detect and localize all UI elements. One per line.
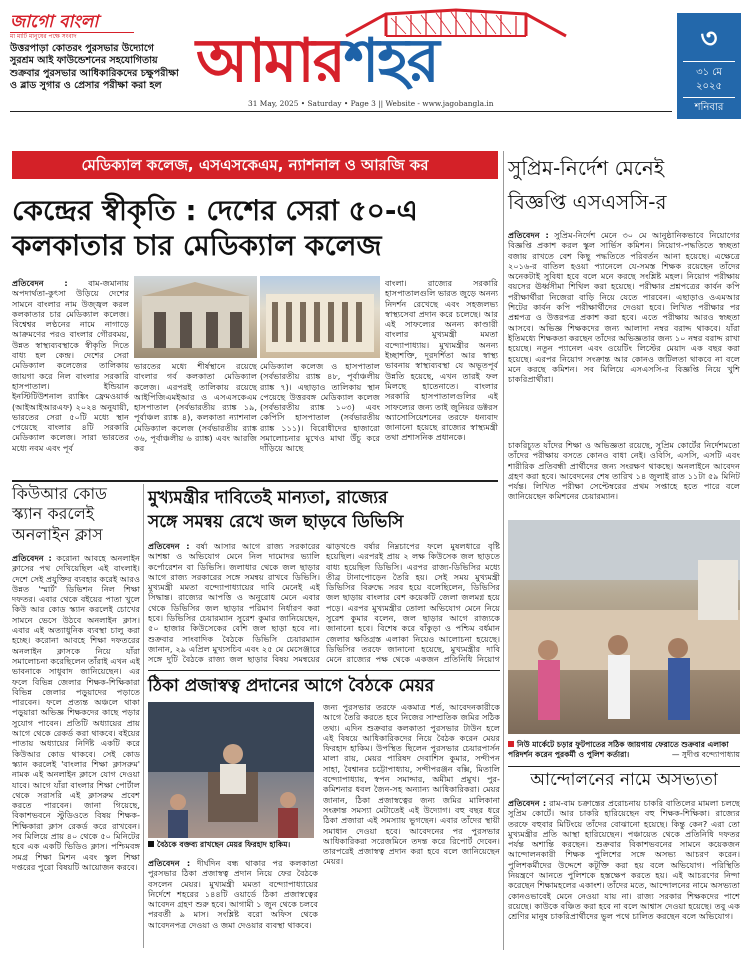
dvc-column-2: ঝাড়খণ্ডে বর্ষার নিম্নচাপের ফলে মুষলধারে বৃষ্টি হয়েছিল। এরপরই প্রায় ২ লক্ষ কিউসেক জল ছাড়তে বাধ্য হয়েছিল ডিভিসি। এরপর রাজ্য-ডিভিসির মধ্যে তীব্র টানাপোড়েন তৈরি হয়। সেই সময় মুখ্যমন্ত্রী ডিভিসির বিরুদ্ধে সরব হয়ে বলেছিলেন, ডিভিসির জল ছাড়ায় বাংলার বেশ কয়েকটি জেলা জলমগ্ন হয়ে পড়ে। এরপর মুখ্যমন্ত্রীর তোলা অভিযোগ মেনে নিয়ে সুরেশ কুমার বলেন, জল ছাড়ার আগে রাজ্যকে জানানো হবে। বিশেষ করে বাঁকুড়া ও পশ্চিম বর্ধমান জেলার ক্ষতিগ্রস্ত এলাকা নিয়েও আলোচনা হয়েছে। ডিভিসির তরফে জানানো হয়েছে, মুখ্যমন্ত্রীর দাবি মেনে রাজ্যের পক্ষ থেকে একজন প্রতিনিধি নিয়োগ xyxy=(326,541,500,665)
mayor-meeting-photo xyxy=(148,702,314,838)
sister-tagline: মা মাটি মানুষের পক্ষে সংবাদ xyxy=(10,32,134,41)
issue-year: ২০২৫ xyxy=(696,81,722,92)
issue-weekday: শনিবার xyxy=(694,102,724,113)
jagobangla-logo xyxy=(10,12,134,41)
building-icon xyxy=(260,276,380,358)
qr-headline-line2: স্ক্যান করলেই xyxy=(12,504,95,523)
byline: প্রতিবেদন : xyxy=(148,541,190,551)
mayor-photo-caption: বৈঠকে বক্তব্য রাখছেন মেয়র ফিরহাদ হাকিম। xyxy=(148,840,318,850)
dvc-headline-line2: সঙ্গে সমন্বয় রেখে জল ছাড়বে ডিভিসি xyxy=(148,512,404,532)
qr-headline-line1: কিউআর কোড xyxy=(12,484,107,503)
column-divider xyxy=(143,484,144,948)
tender-column-2: জন্য পুরসভার তরফে একমাত্র শর্ত, আবেদনকারীকে আগে তৈরি করতে হবে নিজের সাম্প্রতিক জমির সঠিক তথ্য। এদিন শুক্রবার কলকাতা পুরসভার টাউন হলে এই বিষয়ে আধিকারিকদের নিয়ে বৈঠক করেন মেয়র ফিরহাদ হাকিম। উপস্থিত ছিলেন পুরসভার চেয়ারপার্সন মালা রায়, মেয়র পারিষদ দেবাশিস কুমার, সন্দীপন সাহা, বৈশ্বানর চট্টোপাধ্যায়, সন্দীপরঞ্জন বক্সি, মিতালি বন্দ্যোপাধ্যায়, স্বপন সমাদ্দার, অমীমা প্রমুখ। পুর-কমিশনার ধবল জৈন-সহ অন্যান্য আধিকারিকরা। মেয়র জানান, ঠিকা প্রজাস্বত্বের জন্য জমির মালিকানা সংক্রান্ত সমস্যা মেটাতেই এই উদ্যোগ। বহু বছর ধরে ঠিকা প্রজারা এই সমস্যায় ভুগছেন। এবার তাঁদের স্থায়ী সমাধান দেওয়া হবে। আবেদনের পর পুরসভার আধিকারিকরা সরেজমিনে তদন্ত করে রিপোর্ট দেবেন। তারপরেই প্রজাস্বত্ব প্রদান করা হবে বলে জানিয়েছেন মেয়র। xyxy=(323,702,500,867)
new-market-photo xyxy=(508,520,740,734)
ssc-headline-line2: বিজ্ঞপ্তি এসএসসি-র xyxy=(508,190,667,214)
building-icon xyxy=(134,276,257,358)
ssc-bottom-rule xyxy=(508,766,740,767)
ssc-body-2: চাকরিচ্যুত যাঁদের শিক্ষা ও অভিজ্ঞতা রয়েছে, সুপ্রিম কোর্টের নির্দেশমতো তাঁদের পরীক্ষায় বসতে কোনও বাধা নেই। ওবিসি, এসসি, এসটি এবং শারীরিক প্রতিবন্ধী প্রার্থীদের জন্য সংরক্ষণ থাকছে। অনলাইনে আবেদন গ্রহণ করা হবে। আবেদনের শেষ তারিখ ১৪ জুলাই রাত ১১টা ৫৯ মিনিট পর্যন্ত। লিখিত পরীক্ষা সেপ্টেম্বরের প্রথম সপ্তাহে হতে পারে বলে জানিয়েছেন কমিশনের চেয়ারম্যান। xyxy=(508,440,740,502)
dateline: 31 May, 2025 • Saturday • Page 3 || Website - www.jagobangla.in xyxy=(248,99,494,108)
ssc-headline-line1: সুপ্রিম-নির্দেশ মেনেই xyxy=(508,156,665,180)
dvc-headline-line1: মুখ্যমন্ত্রীর দাবিতেই মান্যতা, রাজ্যের xyxy=(148,488,388,508)
lead-kicker: মেডিক্যাল কলেজ, এসএসকেএম, ন্যাশনাল ও আরজি কর xyxy=(81,156,429,174)
dvc-column-1: প্রতিবেদন : বর্ষা আসার আগে রাজ্য সরকারের আশঙ্কা ও অভিযোগ মেনে নিল দামোদর ভ্যালি কর্পোরেশন বা ডিভিসি। জলাধার থেকে জল ছাড়ার আগে রাজ্য সরকারের সঙ্গে সমন্বয় রাখবে ডিভিসি। মুখ্যমন্ত্রী মমতা বন্দ্যোপাধ্যায়ের দাবি মেনেই এই সিদ্ধান্ত। রাজ্যের আপত্তি ও অনুরোধ মেনে এবার থেকে ডিভিসির জল ছাড়ার পরিমাণ নির্ধারণ করা হবে। ডিভিসির চেয়ারম্যান সুরেশ কুমার জানিয়েছেন, ৫০ হাজার কিউসেকের বেশি জল ছাড়া হবে না। শুক্রবার সাংবাদিক বৈঠকে ডিভিসি চেয়ারম্যান জানান, ২৯ এপ্রিল মুখ্যসচিব এবং ২৫ মে মেসেঞ্জারে সঙ্গে দুটি বৈঠকে রাজ্য জল ছাড়ার বিষয় সমন্বয়ের xyxy=(148,541,320,665)
title-shohor: শহর xyxy=(343,26,438,96)
lead-column-3: মেডিক্যাল কলেজ ও হাসপাতাল (সর্বভারতীয় র‍্যাঙ্ক ৪৮, পূর্বাঞ্চলীয় র‍্যাঙ্ক ৭)। এছাড়াও তালিকায় স্থান পেয়েছে উত্তরবঙ্গ মেডিক্যাল কলেজ (সর্বভারতীয় র‍্যাঙ্ক ১০৩) এবং কেপিসি হাসপাতাল (সর্বভারতীয় র‍্যাঙ্ক ১১১)। বিরোধীদের হাজারো সমালোচনার মুখেও মাথা উঁচু করে দাঁড়িয়ে আছে xyxy=(260,361,380,454)
market-icon xyxy=(508,520,740,734)
page-number-box xyxy=(677,13,741,119)
qr-body: প্রতিবেদন : করোনা আবহে অনলাইন ক্লাসের পথ দেখিয়েছিল এই বাংলাই। দেশে সেই প্রযুক্তির ব্যবহার করেই আরও উন্নত 'স্মার্ট' ডিভিশন নিল শিক্ষা দফতর। এবার থেকে বইয়ের পাতা খুলে কিউ আর কোড স্ক্যান করলেই চোখের সামনে ভেসে উঠবে অনলাইন ক্লাস। এবার এই অত্যাধুনিক ব্যবস্থা চালু করা হচ্ছে। করোনা আবহে শিক্ষা দফতরের অনলাইন ক্লাসকে নিয়ে যাঁরা সমালোচনা করেছিলেন তাঁরাই এখন এই ভাবনাকে সাধুবাদ জানিয়েছেন। এর ফলে বিভিন্ন জেলার শিক্ষক-শিক্ষিকারা বিভিন্ন জেলার পড়ুয়াদের পড়াতে পারবেন। ফলে প্রত্যন্ত অঞ্চলে থাকা পড়ুয়ারা অভিজ্ঞ শিক্ষকদের কাছে পড়ার সুযোগ পাবেন। প্রতিটি অধ্যায়ের প্রায় আগে থেকে রেকর্ড করা থাকবে। বইয়ের পাতায় অধ্যায়ের নির্দিষ্ট একটি করে কিউআর কোড থাকবে। সেই কোড স্ক্যান করলেই 'বাংলার শিক্ষা ক্লাসরুম' নামক এই অনলাইন ক্লাসে যোগ দেওয়া যাবে। আগে যাঁরা বাংলার শিক্ষা পোর্টাল থেকে সরাসরি এই ক্লাসরুম প্রবেশ করতে পারবেন। জানা গিয়েছে, বিকাশভবনে স্টুডিওতে বিষয় শিক্ষক-শিক্ষিকারা ক্লাস রেকর্ড করে রাখবেন। সব মিলিয়ে প্রায় ৪০ থেকে ৫০ মিনিটের হবে এক একটি ভিডিও ক্লাস। পশ্চিমবঙ্গ সমগ্র শিক্ষা মিশন এবং স্কুল শিক্ষা দপ্তরের পুরো বিষয়টি আয়োজন করবে। xyxy=(12,553,140,872)
lead-headline-line1: কেন্দ্রের স্বীকৃতি : দেশের সেরা ৫০-এ xyxy=(12,194,418,227)
qr-headline-line3: অনলাইন ক্লাস xyxy=(12,525,103,544)
ssc-body: প্রতিবেদন : সুপ্রিম-নির্দেশ মেনে ৩০ মে আনুষ্ঠানিকভাবে নিয়োগের বিজ্ঞপ্তি প্রকাশ করল স্কুল সার্ভিস কমিশন। নিয়োগ-পদ্ধতিতে স্বচ্ছতা বজায় রাখতে বেশ কিছু পদ্ধতিতে পরিবর্তন আনা হয়েছে। এক্ষেত্রে ২০১৬-র বাতিল হওয়া প্যানেলে যে-সমস্ত শিক্ষক রয়েছেন তাঁদের অনেকটাই সুবিধা হবে বলে মনে করছে সংশ্লিষ্ট মহল। নিয়োগ পরীক্ষায় বয়সের ঊর্ধ্বসীমা শিথিল করা হয়েছে। পরীক্ষার প্রশ্নপত্রের কার্বন কপি পরীক্ষার্থীরা নিজেরা বাড়ি নিয়ে যেতে পারবেন। এছাড়াও ওএমআর শিটের কার্বন কপি পরীক্ষার্থীদের দেওয়া হবে। লিখিত পরীক্ষার পর প্রশ্নপত্র ও উত্তরপত্র প্রকাশ করা হবে। এতে পরীক্ষায় আরও স্বচ্ছতা আসবে। অভিজ্ঞ শিক্ষকদের জন্য আলাদা নম্বর বরাদ্দ থাকবে। যাঁরা ইতিমধ্যে শিক্ষকতা করছেন তাঁদের অভিজ্ঞতার জন্য ১০ নম্বর বরাদ্দ রাখা হয়েছে। নতুন প্যানেল এবং ওয়েটিং লিস্টের মেয়াদ এক বছর করা হয়েছে। এরপর নিয়োগ সংক্রান্ত আর কোনও জটিলতা থাকবে না বলে মনে করছে কমিশন। সব মিলিয়ে এসএসসি-র বিজ্ঞপ্তি নিয়ে খুশি চাকরিপ্রার্থীরা। xyxy=(508,230,740,385)
byline: প্রতিবেদন : xyxy=(12,278,68,288)
sister-logo-text: জাগো বাংলা xyxy=(10,12,99,32)
byline: প্রতিবেদন : xyxy=(148,858,191,868)
masthead-title xyxy=(196,28,646,94)
meeting-icon xyxy=(148,702,314,838)
photo-credit: — সুদীপ্ত বন্দ্যোপাধ্যায় xyxy=(671,750,740,759)
main-column-divider xyxy=(503,151,504,950)
title-amar: আমার xyxy=(196,26,344,96)
byline: প্রতিবেদন : xyxy=(12,553,52,563)
tender-column-1: প্রতিবেদন : দীর্ঘদিন বন্ধ থাকার পর কলকাতা পুরসভার ঠিকা প্রজাস্বত্ব প্রদান নিয়ে ফের বৈঠকে বসলেন মেয়র। মুখ্যমন্ত্রী মমতা বন্দ্যোপাধ্যায়ের নির্দেশে শহরের ১৪৪টি ওয়ার্ডে ঠিকা প্রজাস্বত্বের আবেদন গ্রহণ শুরু হবে। আগামী ১ জুন থেকে চলবে পরবর্তী ৯ মাস। সংশ্লিষ্ট বরো অফিস থেকে আবেদনপত্র দেওয়া ও জমা দেওয়ার ব্যবস্থা থাকবে। xyxy=(148,858,318,930)
page-number: ৩ xyxy=(700,24,718,54)
lead-column-2: ভারতের মধ্যে শীর্ষস্থানে রয়েছে বাংলার গর্ব কলকাতা মেডিক্যাল কলেজ। এরপরই তালিকায় রয়েছে আইপিজিএমইআর ও এসএসকেএম হাসপাতাল (সর্বভারতীয় র‍্যাঙ্ক ১৯, পূর্বাঞ্চল র‍্যাঙ্ক ৪), কলকাতা ন্যাশনাল মেডিক্যাল কলেজ (সর্বভারতীয় র‍্যাঙ্ক ৩৬, পূর্বাঞ্চলীয় ৬ র‍্যাঙ্ক) এবং আরজি কর xyxy=(134,361,257,454)
issue-date: ৩১ মে xyxy=(696,67,722,78)
dvc-bottom-rule xyxy=(148,670,500,671)
tender-headline: ঠিকা প্রজাস্বত্ব প্রদানের আগে বৈঠকে মেয়র xyxy=(148,676,435,696)
masthead-rule xyxy=(10,111,672,112)
promo-text: উত্তরপাড়া কোতরং পুরসভার উদ্যোগে সুরশ্রম আই ফাউন্ডেশনের সহযোগিতায় শুক্রবার পুরসভার আধিকারিকদের চক্ষুপরীক্ষা ও ব্লাড সুগার ও প্রেসার পরীক্ষা করা হল xyxy=(10,43,179,92)
market-photo-caption: নিউ মার্কেটে চড়ার ফুটপাতের সঠিক জায়গায় ফেরাতে শুক্রবার এলাকা পরিদর্শন করেন পুরকর্মী ও পুলিশ কর্তারা। xyxy=(508,740,729,759)
lead-column-1: প্রতিবেদন : বাম-জমানায় অপদার্থতা-কুৎসা উড়িয়ে দেশের সামনে বাংলার নাম উজ্জ্বল করল কলকাতার চার মেডিক্যাল কলেজ। বিশ্বেশ্বর লণ্ঠনের নামে নাগাড়ে আক্রমণের পরও বাংলার গৌরবময়, উন্নত স্বাস্থ্যব্যবস্থাকে স্বীকৃতি দিতে বাধ্য হল কেন্দ্র। দেশের সেরা মেডিক্যাল কলেজের তালিকায় জায়গা করে নিল বাংলার সরকারি হাসপাতাল। ইন্ডিয়ান ইনস্টিটিউশনাল র‍্যাঙ্কিং ফ্রেমওয়ার্ক (আইআইআরএফ) ২০২৪ অনুযায়ী, ভারতের সেরা ৫০টি মধ্যে স্থান পেয়েছে বাংলার ৪টি সরকারি মেডিক্যাল কলেজ। সারা ভারতের মধ্যে নবম এবং পূর্ব xyxy=(12,278,129,453)
protest-headline: আন্দোলনের নামে অসভ্যতা xyxy=(530,770,718,790)
byline: প্রতিবেদন : xyxy=(508,230,549,240)
hospital-photo-1 xyxy=(134,276,257,358)
protest-body: প্রতিবেদন : রাম-বাম চক্রান্তের প্ররোচনায় চাকরি বাতিলের মামলা চলছে সুপ্রিম কোর্টে। আর চাকরি হারিয়েছেন বহু শিক্ষক-শিক্ষিকা। রাজ্যের তরফে বহুবার মিটিংয়ে তাঁদের বোঝানো হয়েছে। কিন্তু কেন? এরা তো মুখ্যমন্ত্রীর প্রতি আস্থা হারিয়েছেন। পঞ্চায়েত থেকে প্রতিনিধি দফতর পর্যন্ত অশান্তি করছেন। শুক্রবার বিকাশভবনের সামনে কয়েকজন আন্দোলনকারী শিক্ষক পুলিশের সঙ্গে অসভ্য আচরণ করেন। পুলিশকর্মীদের উদ্দেশে কটূক্তি করা হয় বলে অভিযোগ। পরিস্থিতি নিয়ন্ত্রণে আনতে পুলিশকে হস্তক্ষেপ করতে হয়। এই আচরণের নিন্দা করেছেন শিক্ষামহলের একাংশ। তাঁদের মতে, আন্দোলনের নামে অসভ্যতা কোনওভাবেই মেনে নেওয়া যায় না। রাজ্য সরকার শিক্ষকদের পাশে রয়েছে। কাউকে বঞ্চিত করা হবে না বলে আশ্বাস দেওয়া হয়েছে। তবু এক শ্রেণির মানুষ চাকরিপ্রার্থীদের ভুল পথে চালিত করছেন বলে অভিযোগ। xyxy=(508,798,740,922)
lead-column-4: বাংলা। রাজ্যের সরকারি হাসপাতালগুলি ভারত জুড়ে অনন্য নিদর্শন রেখেছে এবং সহজলভ্য স্বাস্থ্যসেবা প্রদান করে চলেছে। আর এই সাফল্যের অনন্য কাণ্ডারী বাংলার মুখ্যমন্ত্রী মমতা বন্দ্যোপাধ্যায়। মুখ্যমন্ত্রীর অনন্য ইচ্ছাশক্তি, দূরদর্শিতা আর স্বাস্থ্য ভাবনায় স্বাস্থ্যব্যবস্থা যে অভূতপূর্ব উন্নতি হয়েছে, এখন তারই ফল মিলছে হাতেনাতে। বাংলার সরকারি হাসপাতালগুলির এই সাফল্যের জন্য তাই জুনিয়র ডক্টরস অ্যাসোসিয়েশনের তরফে ধন্যবাদ জানানো হয়েছে রাজ্যের স্বাস্থ্যমন্ত্রী তথা প্রশাসনিক প্রধানকে। xyxy=(385,278,498,443)
lead-bottom-rule xyxy=(12,480,498,482)
lead-headline-line2: কলকাতার চার মেডিক্যাল কলেজ xyxy=(12,229,382,262)
caption-marker-icon xyxy=(508,741,514,747)
hospital-photo-2 xyxy=(260,276,380,358)
caption-marker-icon xyxy=(148,841,154,847)
byline: প্রতিবেদন : xyxy=(508,798,547,808)
